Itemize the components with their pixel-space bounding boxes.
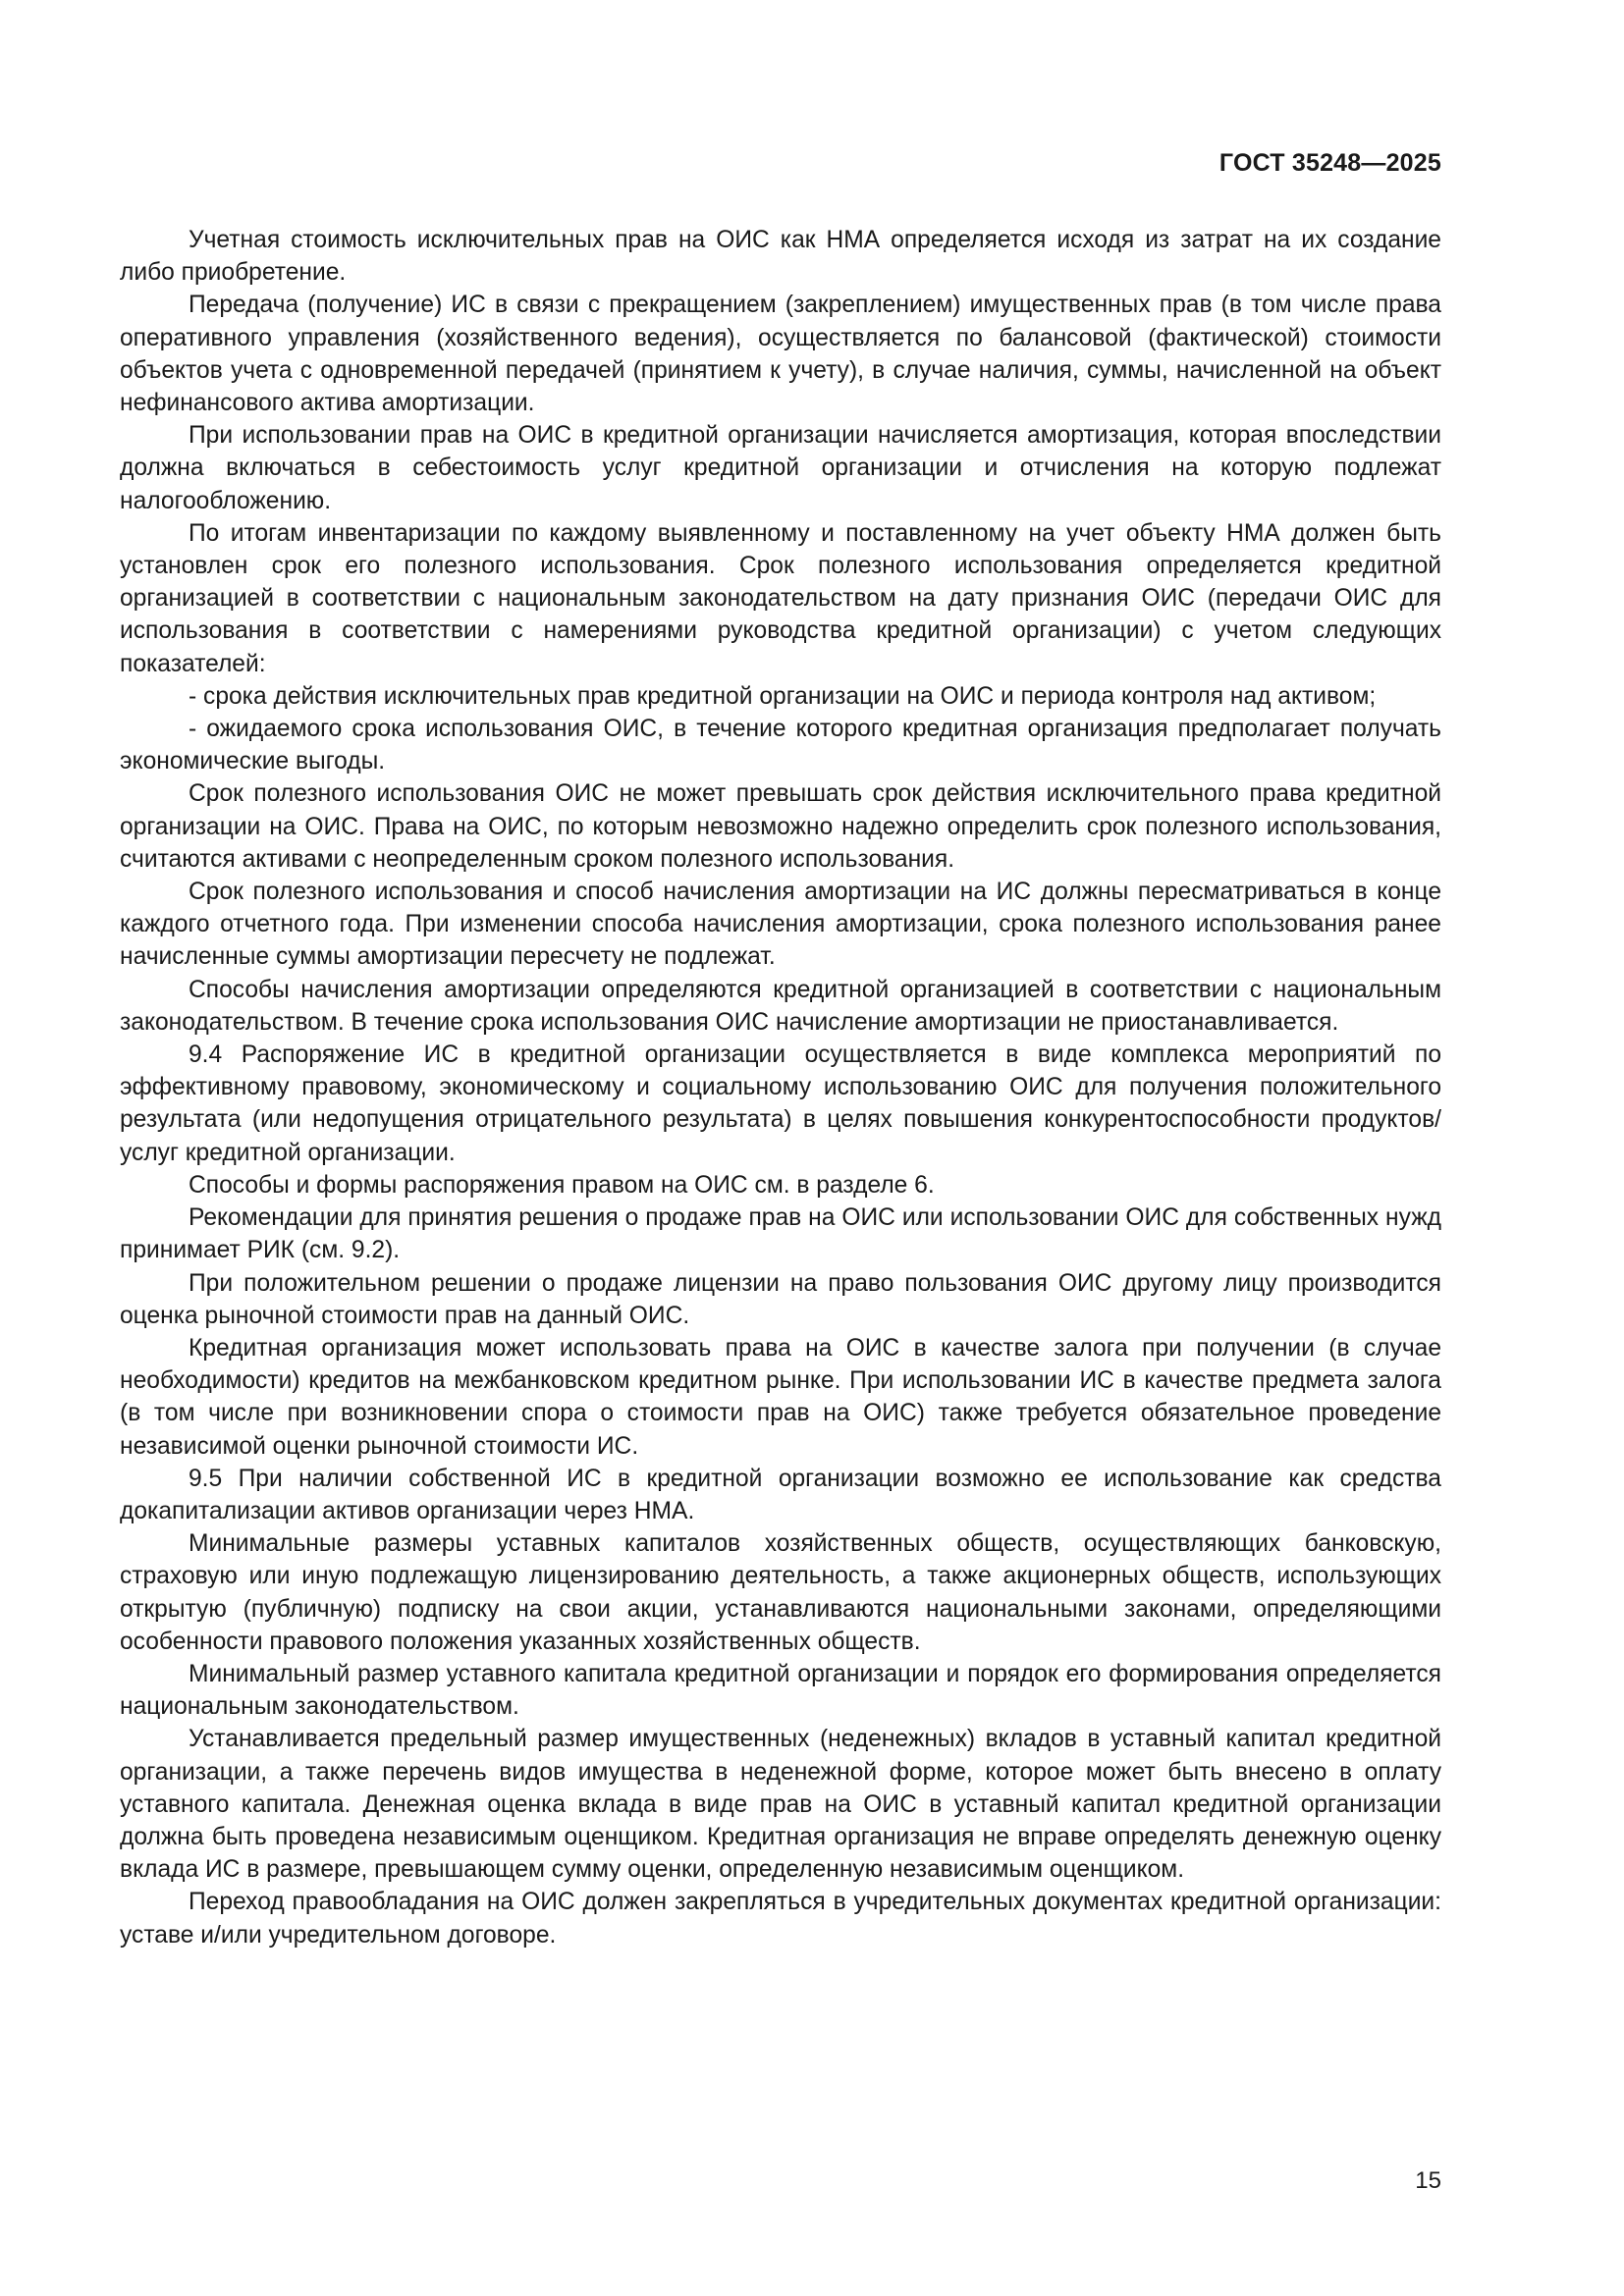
page-number: 15 <box>1415 2167 1441 2194</box>
paragraph: Рекомендации для принятия решения о продаже прав на ОИС или использовании ОИС для собственных нужд принимает РИК (см. 9.2). <box>120 1204 1441 1264</box>
paragraph: При использовании прав на ОИС в кредитной организации начисляется амортизация, которая впоследствии должна включаться в себестоимость услуг кредитной организации и отчисления на которую подлежат налогообложению. <box>120 422 1441 514</box>
paragraph: Способы и формы распоряжения правом на ОИС см. в разделе 6. <box>189 1171 935 1199</box>
paragraph: Переход правообладания на ОИС должен закрепляться в учредительных документах кредитной организации: уставе и/или учредительном договоре. <box>120 1889 1441 1949</box>
paragraph: Минимальные размеры уставных капиталов хозяйственных обществ, осуществляющих банковскую, страховую или иную подлежащую лицензированию деятельность, а также акционерных обществ, использующих открытую (публичную) подписку на свои акции, устанавливаются национальными законами, определяющими особенности правового положения указанных хозяйственных обществ. <box>120 1530 1441 1655</box>
paragraph: Способы начисления амортизации определяются кредитной организацией в соответствии с национальным законодательством. В течение срока использования ОИС начисление амортизации не приостанавливается. <box>120 976 1441 1036</box>
paragraph: Устанавливается предельный размер имущественных (неденежных) вкладов в уставный капитал кредитной организации, а также перечень видов имущества в неденежной форме, которое может быть внесено в оплату уставного капитала. Денежная оценка вклада в виде прав на ОИС в уставный капитал кредитной организации должна быть проведена независимым оценщиком. Кредитная организация не вправе определять денежную оценку вклада ИС в размере, превышающем сумму оценки, определенную независимым оценщиком. <box>120 1726 1441 1884</box>
section-9-4-paragraph: 9.4 Распоряжение ИС в кредитной организации осуществляется в виде комплекса мероприятий по эффективному правовому, экономическому и социальному использованию ОИС для получения положительного результата (или недопущения отрицательного результата) в целях повышения конкурентоспособности продуктов/услуг кредитной организации. <box>120 1041 1441 1166</box>
paragraph: Срок полезного использования ОИС не может превышать срок действия исключительного права кредитной организации на ОИС. Права на ОИС, по которым невозможно надежно определить срок полезного использования, считаются активами с неопределенным сроком полезного использования. <box>120 780 1441 873</box>
paragraph: Минимальный размер уставного капитала кредитной организации и порядок его формирования определяется национальным законодательством. <box>120 1660 1441 1721</box>
document-standard-number: ГОСТ 35248—2025 <box>1218 149 1441 177</box>
list-item: - ожидаемого срока использования ОИС, в течение которого кредитная организация предполагает получать экономические выгоды. <box>120 716 1441 775</box>
paragraph: Кредитная организация может использовать права на ОИС в качестве залога при получении (в случае необходимости) кредитов на межбанковском кредитном рынке. При использовании ИС в качестве предмета залога (в том числе при возникновении спора о стоимости прав на ОИС) также требуется обязательное проведение независимой оценки рыночной стоимости ИС. <box>120 1334 1441 1460</box>
paragraph: Срок полезного использования и способ начисления амортизации на ИС должны пересматриваться в конце каждого отчетного года. При изменении способа начисления амортизации, срока полезного использования ранее начисленные суммы амортизации пересчету не подлежат. <box>120 879 1441 971</box>
paragraph: Учетная стоимость исключительных прав на ОИС как НМА определяется исходя из затрат на их создание либо приобретение. <box>120 227 1441 287</box>
list-item: - срока действия исключительных прав кредитной организации на ОИС и периода контроля над активом; <box>189 682 1377 710</box>
paragraph: По итогам инвентаризации по каждому выявленному и поставленному на учет объекту НМА должен быть установлен срок его полезного использования. Срок полезного использования определяется кредитной организацией в соответствии с национальным законодательством на дату признания ОИС (передачи ОИС для использования в соответствии с намерениями руководства кредитной организации) с учетом следующих показателей: <box>120 519 1441 677</box>
document-body <box>120 224 1441 1951</box>
paragraph: При положительном решении о продаже лицензии на право пользования ОИС другому лицу производится оценка рыночной стоимости прав на данный ОИС. <box>120 1269 1441 1329</box>
section-9-5-paragraph: 9.5 При наличии собственной ИС в кредитной организации возможно ее использование как средства докапитализации активов организации через НМА. <box>120 1465 1441 1524</box>
paragraph: Передача (получение) ИС в связи с прекращением (закреплением) имущественных прав (в том числе права оперативного управления (хозяйственного ведения), осуществляется по балансовой (фактической) стоимости объектов учета с одновременной передачей (принятием к учету), в случае наличия, суммы, начисленной на объект нефинансового актива амортизации. <box>120 292 1441 417</box>
